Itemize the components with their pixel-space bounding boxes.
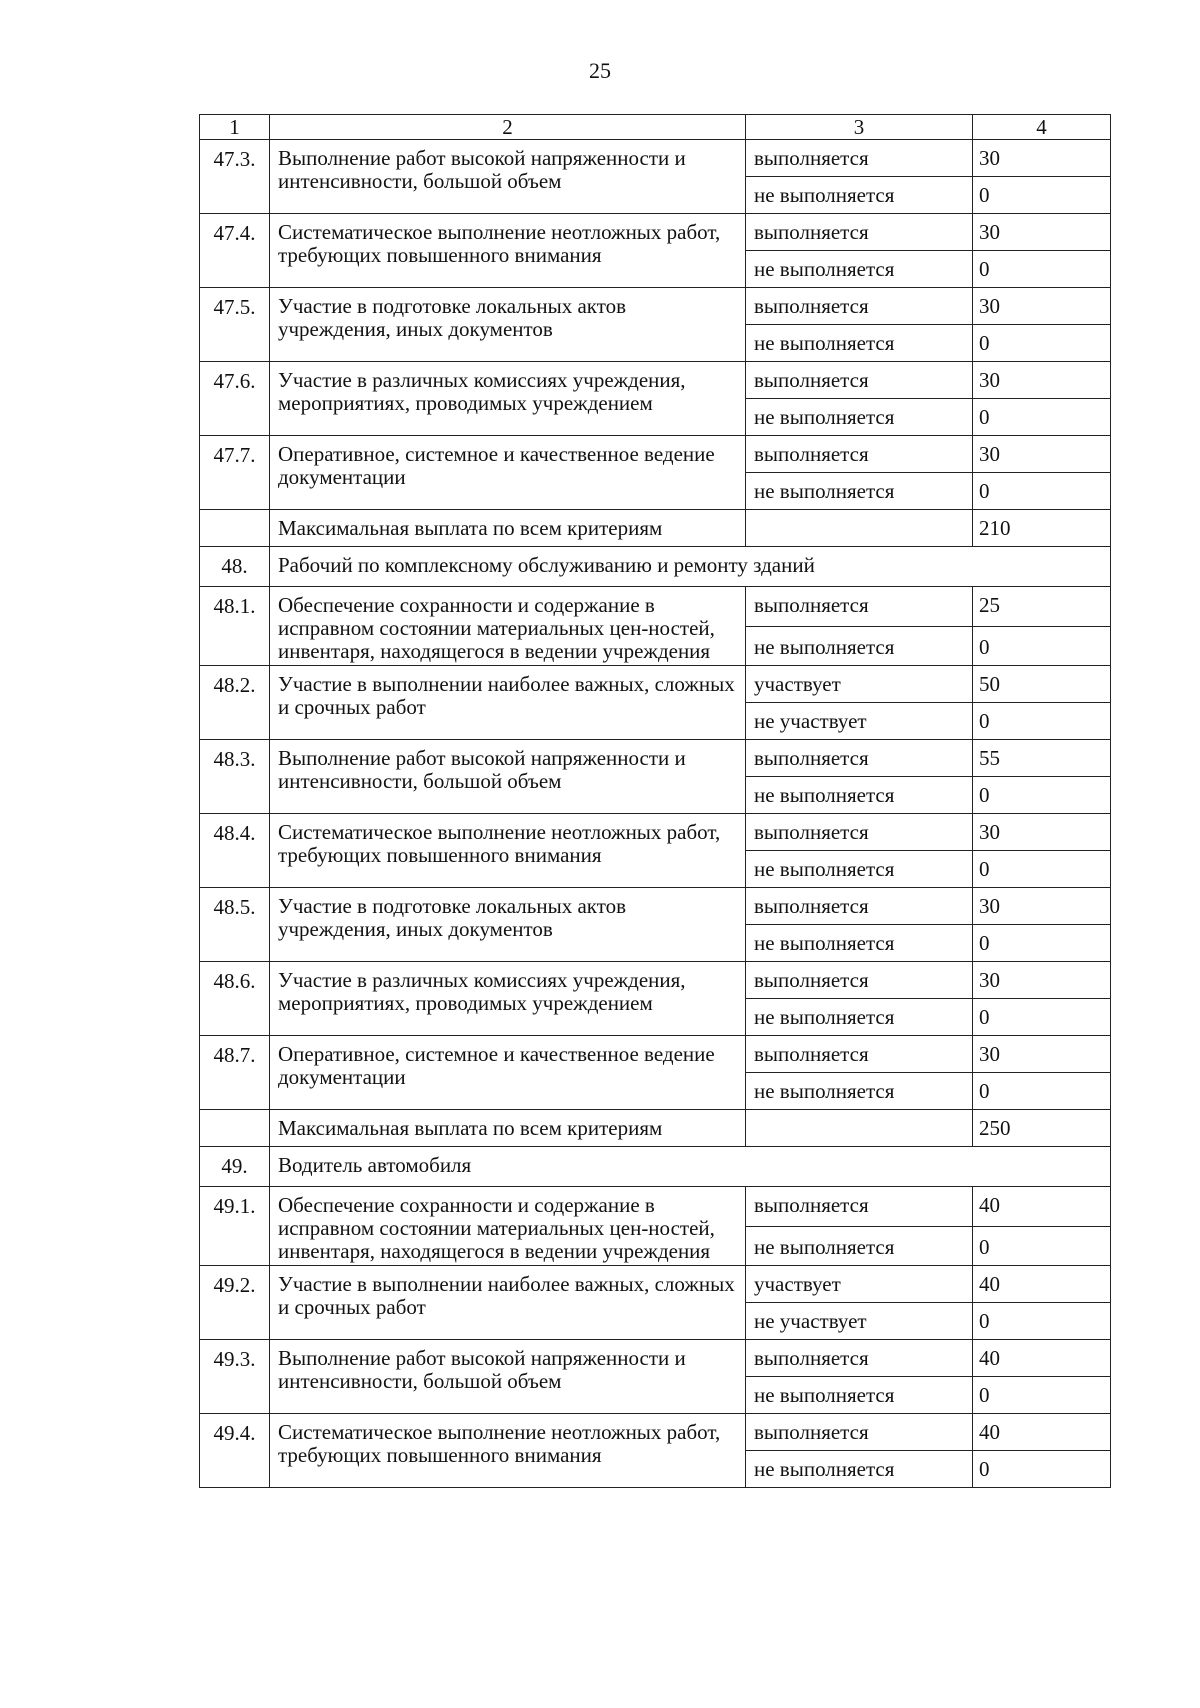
criterion-number: 48.2. [200, 666, 270, 740]
points-no: 0 [973, 177, 1111, 214]
points-no: 0 [973, 251, 1111, 288]
criterion-text: Оперативное, системное и качественное ведение документации [270, 436, 746, 510]
max-payment-label: Максимальная выплата по всем критериям [270, 510, 746, 547]
criterion-number: 48.6. [200, 962, 270, 1036]
table-row [200, 436, 1111, 473]
points-yes: 25 [973, 587, 1111, 627]
option-no: не выполняется [746, 777, 973, 814]
criterion-text: Оперативное, системное и качественное ведение документации [270, 1036, 746, 1110]
criterion-number: 47.5. [200, 288, 270, 362]
option-no: не выполняется [746, 177, 973, 214]
criterion-text: Систематическое выполнение неотложных работ, требующих повышенного внимания [270, 814, 746, 888]
table-row [200, 288, 1111, 325]
option-yes: участвует [746, 1266, 973, 1303]
option-no: не выполняется [746, 1377, 973, 1414]
criterion-number: 47.7. [200, 436, 270, 510]
points-yes: 40 [973, 1414, 1111, 1451]
page-number: 25 [589, 58, 611, 83]
points-no: 0 [973, 399, 1111, 436]
criterion-text: Выполнение работ высокой напряженности и интенсивности, большой объем [270, 140, 746, 214]
option-yes: выполняется [746, 740, 973, 777]
points-yes: 30 [973, 1036, 1111, 1073]
empty-cell [746, 1110, 973, 1147]
criterion-text: Участие в выполнении наиболее важных, сложных и срочных работ [270, 1266, 746, 1340]
option-yes: выполняется [746, 1414, 973, 1451]
criterion-number: 49.2. [200, 1266, 270, 1340]
criteria-table [199, 114, 1111, 1488]
section-number: 48. [200, 547, 270, 587]
points-yes: 30 [973, 436, 1111, 473]
table-row [200, 1266, 1111, 1303]
option-no: не участвует [746, 703, 973, 740]
section-row [200, 547, 1111, 587]
option-yes: участвует [746, 666, 973, 703]
table-row [200, 362, 1111, 399]
points-no: 0 [973, 925, 1111, 962]
option-yes: выполняется [746, 1340, 973, 1377]
criterion-number: 48.7. [200, 1036, 270, 1110]
option-yes: выполняется [746, 1187, 973, 1227]
option-yes: выполняется [746, 888, 973, 925]
option-no: не выполняется [746, 325, 973, 362]
option-yes: выполняется [746, 214, 973, 251]
option-yes: выполняется [746, 288, 973, 325]
criterion-number: 48.1. [200, 587, 270, 666]
points-no: 0 [973, 1073, 1111, 1110]
section-title: Рабочий по комплексному обслуживанию и ремонту зданий [270, 547, 1111, 587]
criterion-text: Систематическое выполнение неотложных работ, требующих повышенного внимания [270, 1414, 746, 1488]
points-yes: 30 [973, 814, 1111, 851]
points-yes: 30 [973, 888, 1111, 925]
points-no: 0 [973, 325, 1111, 362]
criterion-text: Участие в различных комиссиях учреждения, мероприятиях, проводимых учреждением [270, 962, 746, 1036]
option-no: не выполняется [746, 399, 973, 436]
option-no: не выполняется [746, 999, 973, 1036]
option-no: не выполняется [746, 251, 973, 288]
max-payment-row [200, 510, 1111, 547]
points-yes: 30 [973, 140, 1111, 177]
points-no: 0 [973, 777, 1111, 814]
points-yes: 30 [973, 962, 1111, 999]
table-row [200, 1187, 1111, 1227]
points-no: 0 [973, 1451, 1111, 1488]
points-yes: 30 [973, 214, 1111, 251]
table-row [200, 214, 1111, 251]
section-number: 49. [200, 1147, 270, 1187]
criterion-text: Систематическое выполнение неотложных работ, требующих повышенного внимания [270, 214, 746, 288]
criterion-text: Выполнение работ высокой напряженности и интенсивности, большой объем [270, 1340, 746, 1414]
table-row [200, 740, 1111, 777]
option-no: не выполняется [746, 1073, 973, 1110]
table-header-row [200, 115, 1111, 140]
section-title: Водитель автомобиля [270, 1147, 1111, 1187]
option-no: не выполняется [746, 473, 973, 510]
criterion-number: 49.3. [200, 1340, 270, 1414]
option-yes: выполняется [746, 140, 973, 177]
points-yes: 40 [973, 1266, 1111, 1303]
criterion-number: 49.4. [200, 1414, 270, 1488]
criterion-text: Участие в выполнении наиболее важных, сложных и срочных работ [270, 666, 746, 740]
option-no: не участвует [746, 1303, 973, 1340]
max-payment-points: 250 [973, 1110, 1111, 1147]
criterion-text: Обеспечение сохранности и содержание в исправном состоянии материальных цен-ностей, инвентаря, находящегося в ведении учреждения [270, 587, 746, 666]
points-no: 0 [973, 626, 1111, 666]
table-row [200, 1036, 1111, 1073]
points-no: 0 [973, 1303, 1111, 1340]
points-yes: 30 [973, 288, 1111, 325]
option-yes: выполняется [746, 436, 973, 473]
option-yes: выполняется [746, 814, 973, 851]
criterion-number: 48.3. [200, 740, 270, 814]
criterion-text: Участие в подготовке локальных актов учреждения, иных документов [270, 888, 746, 962]
criterion-number: 48.5. [200, 888, 270, 962]
header-col-3: 3 [746, 115, 973, 140]
empty-cell [200, 510, 270, 547]
criterion-text: Участие в различных комиссиях учреждения, мероприятиях, проводимых учреждением [270, 362, 746, 436]
table-row [200, 140, 1111, 177]
option-yes: выполняется [746, 962, 973, 999]
criterion-text: Участие в подготовке локальных актов учреждения, иных документов [270, 288, 746, 362]
criterion-number: 47.6. [200, 362, 270, 436]
points-no: 0 [973, 1226, 1111, 1266]
max-payment-row [200, 1110, 1111, 1147]
empty-cell [746, 510, 973, 547]
table-row [200, 1414, 1111, 1451]
criterion-number: 49.1. [200, 1187, 270, 1266]
points-yes: 30 [973, 362, 1111, 399]
criterion-number: 48.4. [200, 814, 270, 888]
points-yes: 50 [973, 666, 1111, 703]
criterion-number: 47.4. [200, 214, 270, 288]
section-row [200, 1147, 1111, 1187]
points-no: 0 [973, 1377, 1111, 1414]
table-row [200, 587, 1111, 627]
points-yes: 55 [973, 740, 1111, 777]
option-yes: выполняется [746, 587, 973, 627]
max-payment-points: 210 [973, 510, 1111, 547]
criterion-text: Выполнение работ высокой напряженности и интенсивности, большой объем [270, 740, 746, 814]
criterion-number: 47.3. [200, 140, 270, 214]
option-no: не выполняется [746, 1226, 973, 1266]
header-col-4: 4 [973, 115, 1111, 140]
option-no: не выполняется [746, 851, 973, 888]
table-row [200, 666, 1111, 703]
table-row [200, 888, 1111, 925]
points-no: 0 [973, 703, 1111, 740]
max-payment-label: Максимальная выплата по всем критериям [270, 1110, 746, 1147]
empty-cell [200, 1110, 270, 1147]
table-row [200, 962, 1111, 999]
points-yes: 40 [973, 1187, 1111, 1227]
criterion-text: Обеспечение сохранности и содержание в исправном состоянии материальных цен-ностей, инвентаря, находящегося в ведении учреждения [270, 1187, 746, 1266]
option-no: не выполняется [746, 626, 973, 666]
points-no: 0 [973, 473, 1111, 510]
option-no: не выполняется [746, 925, 973, 962]
points-yes: 40 [973, 1340, 1111, 1377]
points-no: 0 [973, 999, 1111, 1036]
option-no: не выполняется [746, 1451, 973, 1488]
option-yes: выполняется [746, 362, 973, 399]
table-row [200, 814, 1111, 851]
header-col-2: 2 [270, 115, 746, 140]
table-row [200, 1340, 1111, 1377]
option-yes: выполняется [746, 1036, 973, 1073]
header-col-1: 1 [200, 115, 270, 140]
points-no: 0 [973, 851, 1111, 888]
